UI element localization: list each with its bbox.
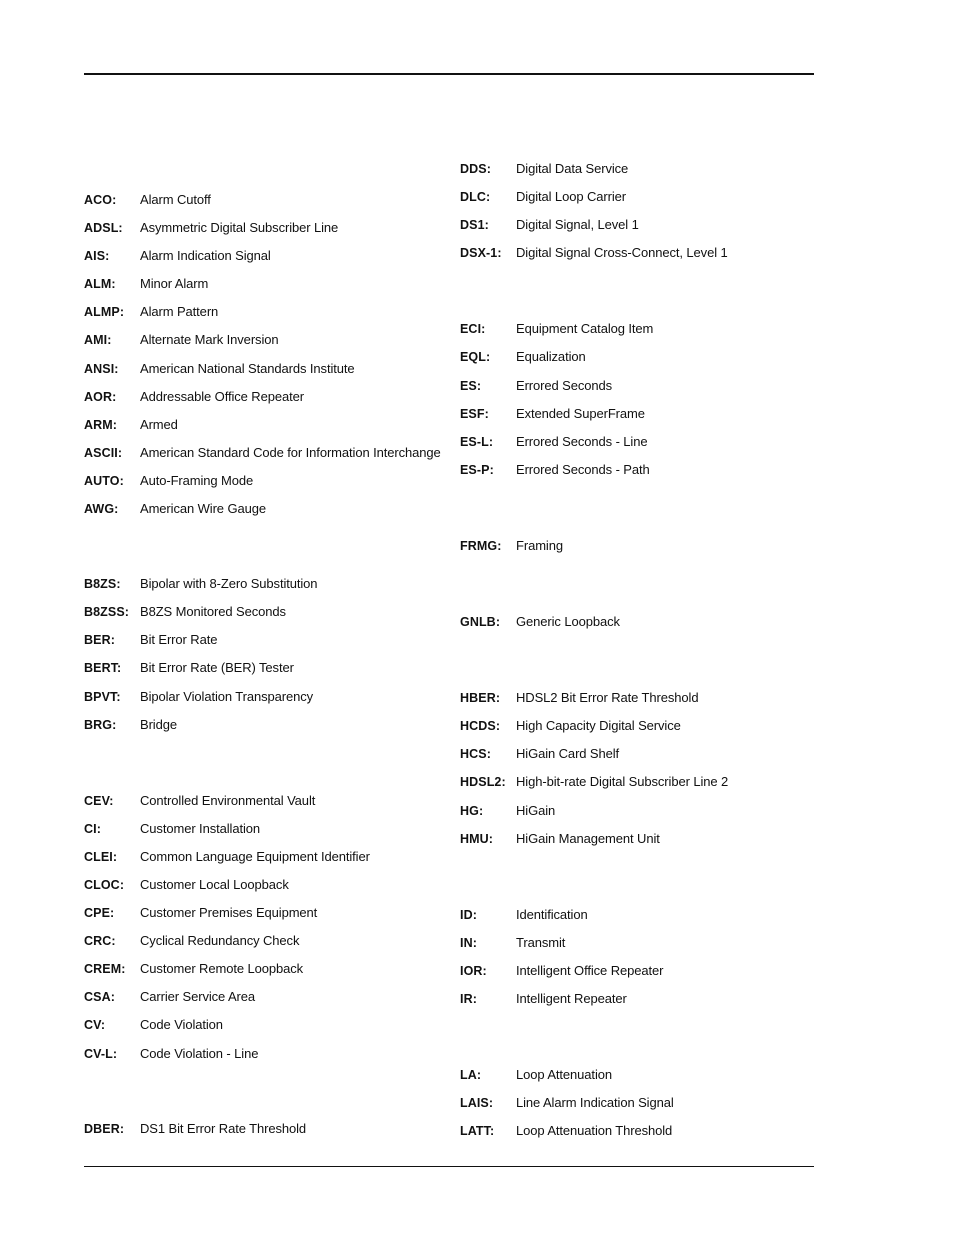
glossary-definition: Errored Seconds — [516, 377, 613, 393]
group-spacer — [460, 488, 814, 536]
glossary-term: ECI: — [460, 322, 486, 337]
glossary-entry — [84, 819, 454, 847]
glossary-entry — [84, 903, 454, 931]
glossary-entry — [460, 933, 814, 961]
glossary-definition: Intelligent Office Repeater — [516, 962, 664, 978]
glossary-entry — [84, 1015, 454, 1043]
glossary-term: CREM: — [84, 962, 126, 977]
glossary-term: B8ZSS: — [84, 605, 130, 620]
glossary-term: HMU: — [460, 831, 494, 846]
glossary-term: HBER: — [460, 691, 501, 706]
glossary-term: ACO: — [84, 193, 117, 207]
glossary-term: ES-L: — [460, 434, 494, 449]
glossary-entry — [84, 931, 454, 959]
glossary-term: B8ZS: — [84, 577, 121, 592]
glossary-entry — [460, 1065, 814, 1093]
glossary-definition: Intelligent Repeater — [516, 990, 627, 1006]
glossary-term: ES: — [460, 378, 482, 393]
glossary-definition: Line Alarm Indication Signal — [516, 1095, 674, 1111]
glossary-entry — [460, 215, 814, 243]
glossary-definition: Code Violation — [140, 1017, 223, 1033]
glossary-term: EQL: — [460, 350, 491, 365]
glossary-definition: HiGain — [516, 802, 556, 818]
glossary-term: ALM: — [84, 277, 116, 292]
glossary-definition: American Wire Gauge — [140, 501, 266, 517]
group-spacer — [84, 527, 454, 574]
header-rule — [84, 73, 814, 75]
glossary-entry — [84, 791, 454, 819]
glossary-term: CV: — [84, 1018, 106, 1033]
glossary-definition: Digital Loop Carrier — [516, 189, 626, 205]
glossary-entry — [84, 387, 454, 415]
glossary-entry — [84, 630, 454, 658]
glossary-definition: High-bit-rate Digital Subscriber Line 2 — [516, 774, 729, 790]
glossary-term: HCDS: — [460, 719, 501, 734]
glossary-term: ALMP: — [84, 305, 125, 320]
glossary-definition: HiGain Management Unit — [516, 830, 660, 846]
glossary-term: DBER: — [84, 1121, 125, 1136]
glossary-term: ANSI: — [84, 361, 119, 376]
glossary-definition: Equalization — [516, 349, 586, 365]
glossary-entry — [84, 415, 454, 443]
glossary-term: ES-P: — [460, 462, 494, 477]
glossary-term: DDS: — [460, 162, 491, 176]
glossary-entry — [84, 1044, 454, 1072]
glossary-term: LAIS: — [460, 1096, 494, 1111]
glossary-entry — [460, 1121, 814, 1149]
glossary-entry — [84, 443, 454, 471]
glossary-entry — [84, 499, 454, 527]
glossary-entry — [84, 246, 454, 274]
group-spacer — [460, 564, 814, 612]
glossary-term: DSX-1: — [460, 246, 502, 261]
glossary-entry — [460, 536, 814, 564]
glossary-term: AOR: — [84, 389, 117, 404]
glossary-term: LA: — [460, 1068, 482, 1083]
glossary-definition: Minor Alarm — [140, 276, 209, 292]
glossary-term: DLC: — [460, 190, 491, 205]
glossary-term: CLEI: — [84, 849, 118, 864]
glossary-definition: Errored Seconds - Line — [516, 433, 648, 449]
glossary-definition: Cyclical Redundancy Check — [140, 933, 300, 949]
glossary-term: CI: — [84, 821, 101, 836]
glossary-definition: Alarm Cutoff — [140, 192, 211, 207]
glossary-definition: Digital Signal Cross-Connect, Level 1 — [516, 245, 728, 261]
glossary-entry — [460, 159, 814, 187]
glossary-definition: Code Violation - Line — [140, 1045, 259, 1061]
glossary-definition: HiGain Card Shelf — [516, 746, 620, 762]
glossary-definition: Customer Installation — [140, 820, 261, 836]
glossary-term: AUTO: — [84, 473, 124, 488]
glossary-column-left — [84, 190, 454, 1147]
glossary-entry — [460, 187, 814, 215]
glossary-entry — [84, 218, 454, 246]
glossary-term: ADSL: — [84, 221, 123, 236]
glossary-term: BER: — [84, 633, 115, 648]
glossary-definition: Common Language Equipment Identifier — [140, 848, 370, 864]
glossary-entry — [84, 190, 454, 218]
glossary-entry — [460, 460, 814, 488]
glossary-entry — [84, 959, 454, 987]
glossary-term: HG: — [460, 803, 484, 818]
glossary-entry — [460, 404, 814, 432]
glossary-entry — [460, 961, 814, 989]
glossary-term: IR: — [460, 991, 477, 1006]
glossary-definition: Identification — [516, 906, 588, 922]
glossary-definition: Bit Error Rate (BER) Tester — [140, 660, 294, 676]
glossary-term: ARM: — [84, 417, 118, 432]
glossary-definition: Extended SuperFrame — [516, 405, 645, 421]
glossary-entry — [460, 801, 814, 829]
glossary-entry — [84, 847, 454, 875]
glossary-term: CEV: — [84, 793, 114, 808]
glossary-definition: Controlled Environmental Vault — [140, 792, 316, 808]
glossary-term: HDSL2: — [460, 775, 506, 790]
glossary-definition: High Capacity Digital Service — [516, 718, 681, 734]
glossary-entry — [460, 1093, 814, 1121]
glossary-term: CPE: — [84, 906, 115, 921]
glossary-definition: Bipolar Violation Transparency — [140, 688, 314, 704]
glossary-entry — [460, 432, 814, 460]
glossary-definition: DS1 Bit Error Rate Threshold — [140, 1120, 307, 1136]
group-spacer — [460, 1017, 814, 1065]
glossary-entry — [84, 471, 454, 499]
glossary-entry — [460, 688, 814, 716]
glossary-definition: Errored Seconds - Path — [516, 461, 650, 477]
glossary-entry — [460, 376, 814, 404]
glossary-term: HCS: — [460, 747, 491, 762]
glossary-definition: Digital Signal, Level 1 — [516, 217, 639, 233]
glossary-entry — [84, 330, 454, 358]
glossary-term: BPVT: — [84, 689, 121, 704]
glossary-definition: Armed — [140, 416, 178, 432]
glossary-definition: Generic Loopback — [516, 614, 620, 630]
glossary-definition: Addressable Office Repeater — [140, 388, 304, 404]
glossary-term: IOR: — [460, 963, 487, 978]
glossary-entry — [84, 359, 454, 387]
group-spacer — [460, 271, 814, 319]
glossary-term: CLOC: — [84, 877, 125, 892]
glossary-entry — [84, 602, 454, 630]
glossary-term: AIS: — [84, 249, 110, 264]
glossary-entry — [84, 687, 454, 715]
group-spacer — [460, 857, 814, 905]
footer-rule — [84, 1166, 814, 1167]
glossary-definition: Customer Premises Equipment — [140, 905, 318, 921]
glossary-definition: Loop Attenuation — [516, 1067, 612, 1083]
glossary-entry — [84, 715, 454, 743]
glossary-term: ESF: — [460, 406, 489, 421]
glossary-term: ID: — [460, 907, 477, 922]
group-spacer — [84, 1072, 454, 1119]
glossary-entry — [460, 612, 814, 640]
glossary-definition: Bridge — [140, 716, 177, 732]
glossary-entry — [460, 716, 814, 744]
glossary-definition: Auto-Framing Mode — [140, 472, 254, 488]
glossary-term: CRC: — [84, 934, 116, 949]
glossary-column-right — [460, 159, 814, 1149]
group-spacer — [84, 743, 454, 791]
glossary-entry — [460, 989, 814, 1017]
glossary-entry — [84, 574, 454, 602]
glossary-entry — [460, 905, 814, 933]
glossary-definition: Loop Attenuation Threshold — [516, 1123, 673, 1139]
glossary-definition: Customer Remote Loopback — [140, 961, 304, 977]
glossary-definition: Bipolar with 8-Zero Substitution — [140, 576, 318, 592]
glossary-entry — [460, 744, 814, 772]
glossary-term: CSA: — [84, 990, 115, 1005]
glossary-term: CV-L: — [84, 1046, 118, 1061]
glossary-definition: Alarm Indication Signal — [140, 248, 271, 264]
glossary-entry — [84, 1119, 454, 1147]
glossary-term: BRG: — [84, 717, 117, 732]
glossary-term: FRMG: — [460, 538, 502, 553]
glossary-entry — [84, 875, 454, 903]
glossary-entry — [460, 772, 814, 800]
glossary-entry — [84, 302, 454, 330]
glossary-term: BERT: — [84, 661, 122, 676]
glossary-term: GNLB: — [460, 615, 501, 630]
glossary-definition: Carrier Service Area — [140, 989, 256, 1005]
glossary-entry — [460, 319, 814, 347]
glossary-definition: Alarm Pattern — [140, 304, 219, 320]
glossary-definition: B8ZS Monitored Seconds — [140, 604, 286, 620]
glossary-term: AWG: — [84, 502, 119, 517]
glossary-term: AMI: — [84, 333, 112, 348]
glossary-term: ASCII: — [84, 445, 123, 460]
glossary-definition: Customer Local Loopback — [140, 876, 289, 892]
glossary-definition: Bit Error Rate — [140, 632, 218, 648]
glossary-entry — [84, 987, 454, 1015]
glossary-definition: Digital Data Service — [516, 161, 629, 176]
glossary-term: IN: — [460, 935, 477, 950]
glossary-entry — [460, 243, 814, 271]
glossary-term: LATT: — [460, 1124, 495, 1139]
glossary-definition: Framing — [516, 537, 563, 553]
group-spacer — [460, 640, 814, 688]
glossary-entry — [84, 658, 454, 686]
glossary-definition: American National Standards Institute — [140, 360, 355, 376]
glossary-definition: American Standard Code for Information Interchange — [140, 444, 441, 460]
glossary-definition: HDSL2 Bit Error Rate Threshold — [516, 690, 699, 706]
glossary-term: DS1: — [460, 218, 489, 233]
glossary-definition: Alternate Mark Inversion — [140, 332, 279, 348]
glossary-entry — [460, 347, 814, 375]
glossary-entry — [460, 829, 814, 857]
glossary-definition: Equipment Catalog Item — [516, 321, 654, 337]
glossary-entry — [84, 274, 454, 302]
glossary-definition: Asymmetric Digital Subscriber Line — [140, 220, 339, 236]
glossary-definition: Transmit — [516, 934, 566, 950]
